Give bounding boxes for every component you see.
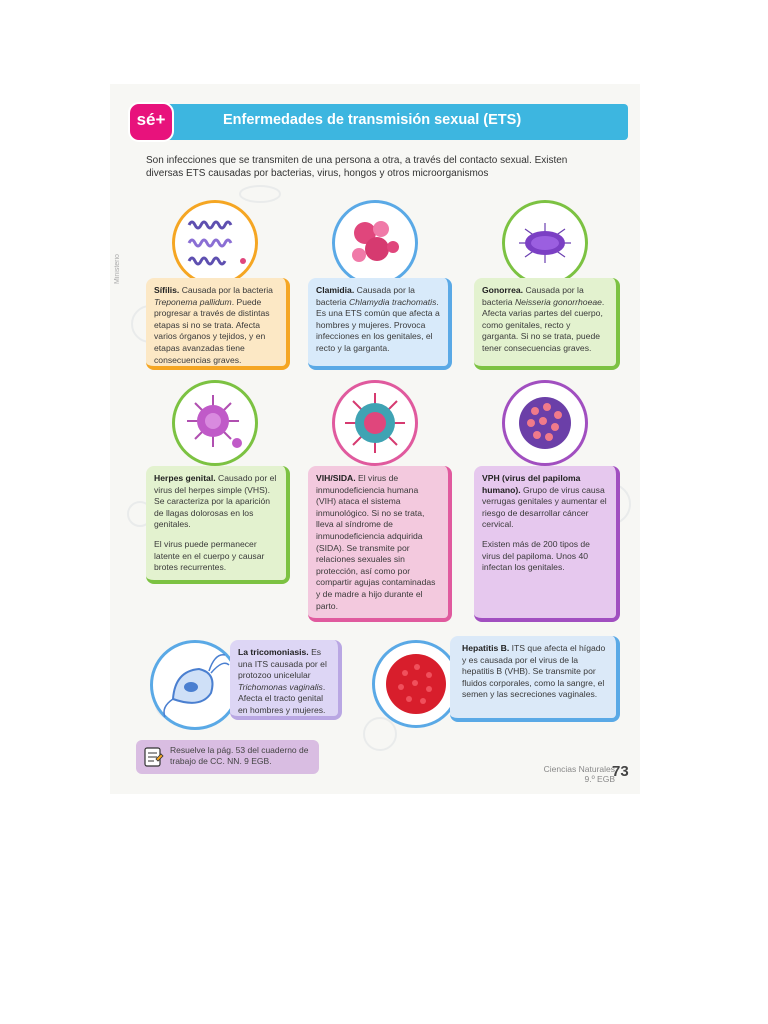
hepatitis-illustration — [372, 640, 460, 728]
card-clamidia-text: Causada por la bacteria — [316, 285, 415, 307]
bacillus-bacteria-icon — [505, 203, 585, 283]
textbook-page — [110, 84, 640, 794]
page-number: 73 — [612, 763, 629, 780]
card-sifilis — [146, 278, 290, 370]
card-trico-text-2: . Afecta el tracto genital en hombres y mujeres. — [238, 681, 326, 715]
card-trico-text: Es una ITS causada por el protozoo unicelular — [238, 647, 327, 681]
card-vih — [308, 466, 452, 622]
footer-subject — [515, 764, 615, 784]
tricomoniasis-illustration — [150, 640, 240, 730]
card-tricomoniasis — [230, 640, 342, 720]
card-vph — [474, 466, 620, 622]
card-clamidia-species: Chlamydia trachomatis — [348, 296, 437, 307]
card-hepatitis-text: ITS que afecta el hígado y es causada por el virus de la hepatitis B (VHB). Se transmite por fluidos corporales, como la sangre, el semen y las secreciones vaginales. — [462, 643, 606, 700]
card-herpes-text-2: El virus puede permanecer latente en el cuerpo y causar brotes recurrentes. — [154, 538, 265, 573]
card-sifilis-text: Causada por la bacteria — [179, 285, 273, 295]
activity-box — [136, 740, 319, 774]
card-vih-text: El virus de inmunodeficiencia humana (VIH) ataca el sistema inmunológico. Si no se trata, lleva al síndrome de inmunodeficiencia adquirida (SIDA). Se transmite por relaciones sexuales sin protección, así como por compartir agujas contaminadas y de madre a hijo durante el parto. — [316, 473, 436, 611]
vih-illustration — [332, 380, 418, 466]
card-sifilis-text-2: . Puede progresar a través de distintas etapas si no se trata. Afecta varios órganos y tejidos, y en etapas avanzadas tiene consecuencias graves. — [154, 296, 270, 365]
card-herpes-text: Causado por el virus del herpes simple (VHS). Se caracteriza por la aparición de llagas dolorosas en los genitales. — [154, 473, 277, 530]
badge-label: sé+ — [136, 110, 166, 129]
hepatitis-virus-icon — [375, 643, 457, 725]
sifilis-illustration — [172, 200, 258, 286]
activity-text: Resuelve la pág. 53 del cuaderno de trabajo de CC. NN. 9 EGB. — [170, 745, 309, 766]
hiv-virus-icon — [335, 383, 415, 463]
subject-name: Ciencias Naturales — [543, 764, 615, 774]
page-title: Enfermedades de transmisión sexual (ETS) — [223, 112, 522, 128]
spiral-bacteria-icon — [175, 203, 255, 283]
card-vph-text: Grupo de virus causa verrugas genitales y aumentar el riesgo de desarrollar cáncer cervical. — [482, 484, 607, 530]
card-vph-text-2: Existen más de 200 tipos de virus del papiloma. Unos 40 infectan los genitales. — [482, 538, 590, 573]
card-vph-title: VPH (virus del papiloma humano). — [482, 473, 581, 495]
hpv-virus-icon — [505, 383, 585, 463]
card-gonorrea-text: Causada por la bacteria — [482, 285, 584, 307]
card-trico-title: La tricomoniasis. — [238, 647, 309, 657]
card-trico-species: Trichomonas vaginalis — [238, 681, 323, 692]
section-header — [128, 102, 628, 148]
card-hepatitis — [450, 636, 620, 722]
card-sifilis-title: Sífilis. — [154, 285, 180, 295]
card-vih-title: VIH/SIDA. — [316, 473, 356, 483]
card-clamidia-text-2: . Es una ETS común que afecta a hombres y mujeres. Provoca infecciones en los genitales, el recto y la garganta. — [316, 296, 440, 353]
card-hepatitis-title: Hepatitis B. — [462, 643, 510, 653]
card-gonorrea — [474, 278, 620, 370]
notebook-icon — [142, 746, 164, 768]
grade-level: 9.º EGB — [584, 774, 615, 784]
card-gonorrea-species: Neisseria gonorrhoeae — [514, 296, 602, 307]
cocci-bacteria-icon — [335, 203, 415, 283]
herpes-illustration — [172, 380, 258, 466]
herpes-virus-icon — [175, 383, 255, 463]
gonorrea-illustration — [502, 200, 588, 286]
card-clamidia-title: Clamidia. — [316, 285, 355, 295]
side-vertical-text: Ministerio — [114, 254, 121, 284]
card-herpes-title: Herpes genital. — [154, 473, 216, 483]
card-gonorrea-title: Gonorrea. — [482, 285, 524, 295]
vph-illustration — [502, 380, 588, 466]
protozoo-icon — [153, 643, 237, 727]
card-sifilis-species: Treponema pallidum — [154, 296, 232, 307]
intro-paragraph: Son infecciones que se transmiten de una persona a otra, a través del contacto sexual. Existen diversas ETS causadas por bacterias, virus, hongos y otros microorganismos — [146, 155, 568, 179]
card-clamidia — [308, 278, 452, 370]
card-herpes — [146, 466, 290, 584]
clamidia-illustration — [332, 200, 418, 286]
card-gonorrea-text-2: . Afecta varias partes del cuerpo, como genitales, recto y garganta. Si no se trata, puede tener consecuencias graves. — [482, 296, 605, 353]
